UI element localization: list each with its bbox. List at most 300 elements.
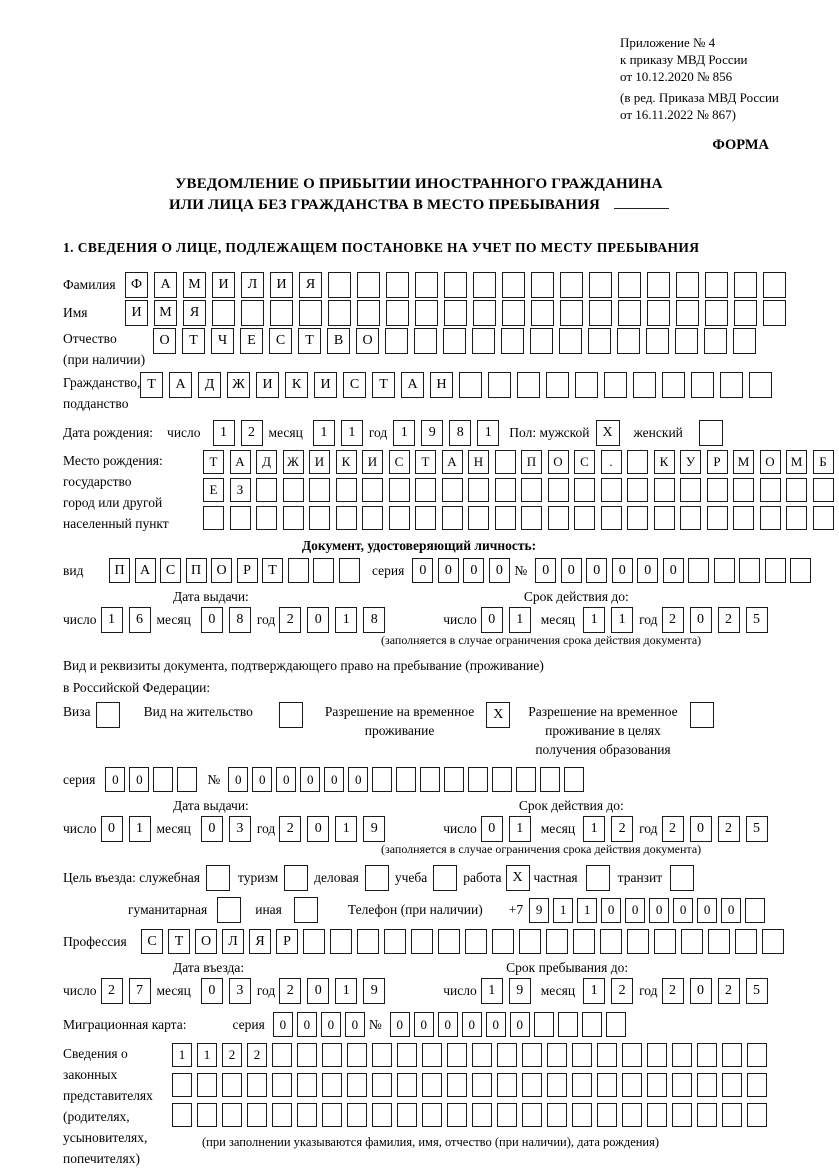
char-cell[interactable]: Т (415, 450, 436, 474)
char-cell[interactable]: И (212, 272, 235, 298)
char-cell[interactable]: 0 (673, 898, 693, 923)
char-cell[interactable] (322, 1073, 342, 1097)
char-cell[interactable] (230, 506, 251, 530)
char-cell[interactable]: 2 (241, 420, 263, 446)
char-cell[interactable] (372, 1073, 392, 1097)
char-cell[interactable]: 0 (586, 558, 607, 583)
char-cell[interactable]: 0 (489, 558, 510, 583)
char-cell[interactable] (459, 372, 482, 398)
char-cell[interactable] (564, 767, 584, 792)
char-cell[interactable]: 0 (637, 558, 658, 583)
char-cell[interactable] (488, 372, 511, 398)
char-cell[interactable]: 1 (583, 816, 605, 842)
char-cell[interactable]: П (186, 558, 207, 583)
rvp-education-checkbox[interactable] (690, 702, 714, 728)
char-cell[interactable] (299, 300, 322, 326)
char-cell[interactable]: 1 (509, 607, 531, 633)
char-cell[interactable]: 1 (583, 607, 605, 633)
char-cell[interactable] (604, 372, 627, 398)
char-cell[interactable] (472, 1103, 492, 1127)
char-cell[interactable] (492, 929, 514, 954)
char-cell[interactable] (675, 328, 698, 354)
char-cell[interactable]: 1 (583, 978, 605, 1004)
char-cell[interactable]: С (141, 929, 163, 954)
char-cell[interactable] (396, 767, 416, 792)
char-cell[interactable]: 0 (390, 1012, 410, 1037)
char-cell[interactable] (589, 300, 612, 326)
char-cell[interactable]: И (256, 372, 279, 398)
char-cell[interactable]: 0 (321, 1012, 341, 1037)
char-cell[interactable]: 0 (438, 558, 459, 583)
char-cell[interactable] (328, 300, 351, 326)
char-cell[interactable] (283, 506, 304, 530)
char-cell[interactable]: 1 (313, 420, 335, 446)
purpose-business-checkbox[interactable] (365, 865, 389, 891)
char-cell[interactable] (680, 506, 701, 530)
char-cell[interactable] (468, 767, 488, 792)
char-cell[interactable]: 0 (481, 607, 503, 633)
char-cell[interactable]: Р (237, 558, 258, 583)
char-cell[interactable]: 0 (510, 1012, 530, 1037)
char-cell[interactable] (734, 300, 757, 326)
char-cell[interactable]: Р (707, 450, 728, 474)
char-cell[interactable]: С (269, 328, 292, 354)
char-cell[interactable] (502, 272, 525, 298)
char-cell[interactable]: 9 (363, 816, 385, 842)
char-cell[interactable] (272, 1043, 292, 1067)
char-cell[interactable] (177, 767, 197, 792)
char-cell[interactable] (384, 929, 406, 954)
char-cell[interactable] (763, 272, 786, 298)
char-cell[interactable]: 7 (129, 978, 151, 1004)
char-cell[interactable] (415, 272, 438, 298)
char-cell[interactable] (415, 300, 438, 326)
char-cell[interactable] (697, 1073, 717, 1097)
char-cell[interactable] (734, 272, 757, 298)
char-cell[interactable]: Т (140, 372, 163, 398)
char-cell[interactable] (222, 1073, 242, 1097)
char-cell[interactable] (560, 272, 583, 298)
char-cell[interactable] (627, 506, 648, 530)
char-cell[interactable]: Е (203, 478, 224, 502)
char-cell[interactable] (672, 1043, 692, 1067)
char-cell[interactable] (572, 1103, 592, 1127)
char-cell[interactable] (519, 929, 541, 954)
char-cell[interactable]: М (786, 450, 807, 474)
char-cell[interactable] (749, 372, 772, 398)
char-cell[interactable]: С (389, 450, 410, 474)
char-cell[interactable]: Д (256, 450, 277, 474)
char-cell[interactable] (495, 478, 516, 502)
char-cell[interactable]: 0 (690, 607, 712, 633)
char-cell[interactable] (309, 506, 330, 530)
char-cell[interactable]: 3 (229, 816, 251, 842)
char-cell[interactable]: 0 (601, 898, 621, 923)
char-cell[interactable]: 1 (335, 607, 357, 633)
char-cell[interactable]: 0 (690, 978, 712, 1004)
char-cell[interactable] (646, 328, 669, 354)
char-cell[interactable] (786, 506, 807, 530)
char-cell[interactable]: 2 (101, 978, 123, 1004)
char-cell[interactable]: К (654, 450, 675, 474)
char-cell[interactable]: Я (183, 300, 206, 326)
char-cell[interactable] (601, 478, 622, 502)
char-cell[interactable] (397, 1103, 417, 1127)
char-cell[interactable] (747, 1043, 767, 1067)
purpose-work-checkbox[interactable]: X (506, 865, 530, 891)
char-cell[interactable] (472, 1043, 492, 1067)
char-cell[interactable]: 0 (307, 816, 329, 842)
char-cell[interactable]: 0 (307, 607, 329, 633)
char-cell[interactable]: 5 (746, 978, 768, 1004)
char-cell[interactable] (328, 272, 351, 298)
char-cell[interactable]: 9 (421, 420, 443, 446)
char-cell[interactable]: 8 (229, 607, 251, 633)
char-cell[interactable]: К (336, 450, 357, 474)
char-cell[interactable] (272, 1103, 292, 1127)
char-cell[interactable]: 0 (414, 1012, 434, 1037)
char-cell[interactable] (442, 478, 463, 502)
char-cell[interactable]: А (230, 450, 251, 474)
char-cell[interactable]: Ч (211, 328, 234, 354)
char-cell[interactable]: 2 (611, 978, 633, 1004)
char-cell[interactable]: 6 (129, 607, 151, 633)
char-cell[interactable] (720, 372, 743, 398)
char-cell[interactable]: М (154, 300, 177, 326)
char-cell[interactable] (385, 328, 408, 354)
char-cell[interactable]: 2 (279, 607, 301, 633)
char-cell[interactable] (622, 1073, 642, 1097)
char-cell[interactable]: 0 (201, 978, 223, 1004)
char-cell[interactable] (522, 1043, 542, 1067)
char-cell[interactable] (546, 372, 569, 398)
char-cell[interactable]: И (314, 372, 337, 398)
char-cell[interactable] (322, 1043, 342, 1067)
char-cell[interactable] (618, 300, 641, 326)
char-cell[interactable]: 2 (662, 607, 684, 633)
char-cell[interactable] (647, 272, 670, 298)
char-cell[interactable] (654, 478, 675, 502)
char-cell[interactable] (297, 1073, 317, 1097)
sex-male-checkbox[interactable]: X (596, 420, 620, 446)
char-cell[interactable] (654, 929, 676, 954)
char-cell[interactable] (422, 1043, 442, 1067)
char-cell[interactable] (444, 767, 464, 792)
char-cell[interactable]: 0 (438, 1012, 458, 1037)
char-cell[interactable]: 0 (412, 558, 433, 583)
char-cell[interactable] (256, 506, 277, 530)
char-cell[interactable] (647, 1043, 667, 1067)
char-cell[interactable] (662, 372, 685, 398)
char-cell[interactable]: Т (298, 328, 321, 354)
char-cell[interactable] (747, 1103, 767, 1127)
char-cell[interactable]: 1 (611, 607, 633, 633)
char-cell[interactable] (760, 506, 781, 530)
char-cell[interactable]: 9 (363, 978, 385, 1004)
char-cell[interactable] (680, 478, 701, 502)
char-cell[interactable] (618, 272, 641, 298)
char-cell[interactable]: Т (262, 558, 283, 583)
char-cell[interactable]: 0 (201, 607, 223, 633)
char-cell[interactable]: 0 (105, 767, 125, 792)
purpose-study-checkbox[interactable] (433, 865, 457, 891)
char-cell[interactable]: Т (182, 328, 205, 354)
char-cell[interactable]: 2 (611, 816, 633, 842)
char-cell[interactable] (297, 1043, 317, 1067)
char-cell[interactable] (442, 506, 463, 530)
char-cell[interactable] (339, 558, 360, 583)
char-cell[interactable] (760, 478, 781, 502)
char-cell[interactable] (386, 272, 409, 298)
char-cell[interactable] (447, 1103, 467, 1127)
char-cell[interactable]: 1 (577, 898, 597, 923)
char-cell[interactable] (547, 1073, 567, 1097)
char-cell[interactable]: А (442, 450, 463, 474)
char-cell[interactable] (497, 1073, 517, 1097)
char-cell[interactable]: Т (203, 450, 224, 474)
char-cell[interactable] (575, 372, 598, 398)
char-cell[interactable] (447, 1043, 467, 1067)
purpose-transit-checkbox[interactable] (670, 865, 694, 891)
char-cell[interactable] (153, 767, 173, 792)
char-cell[interactable]: 0 (297, 1012, 317, 1037)
char-cell[interactable] (647, 300, 670, 326)
char-cell[interactable]: А (401, 372, 424, 398)
char-cell[interactable] (589, 272, 612, 298)
char-cell[interactable]: 0 (612, 558, 633, 583)
char-cell[interactable] (502, 300, 525, 326)
char-cell[interactable] (330, 929, 352, 954)
char-cell[interactable] (313, 558, 334, 583)
char-cell[interactable]: 1 (477, 420, 499, 446)
char-cell[interactable]: И (309, 450, 330, 474)
char-cell[interactable] (622, 1103, 642, 1127)
char-cell[interactable] (547, 1103, 567, 1127)
char-cell[interactable]: 0 (481, 816, 503, 842)
char-cell[interactable]: 0 (324, 767, 344, 792)
char-cell[interactable] (654, 506, 675, 530)
char-cell[interactable] (572, 1073, 592, 1097)
char-cell[interactable] (389, 506, 410, 530)
char-cell[interactable] (559, 328, 582, 354)
char-cell[interactable] (270, 300, 293, 326)
char-cell[interactable]: 5 (746, 607, 768, 633)
char-cell[interactable] (672, 1073, 692, 1097)
char-cell[interactable]: 0 (690, 816, 712, 842)
char-cell[interactable] (739, 558, 760, 583)
char-cell[interactable] (397, 1073, 417, 1097)
char-cell[interactable]: О (356, 328, 379, 354)
rvp-checkbox[interactable]: X (486, 702, 510, 728)
char-cell[interactable]: И (362, 450, 383, 474)
char-cell[interactable]: 0 (276, 767, 296, 792)
char-cell[interactable]: Т (168, 929, 190, 954)
char-cell[interactable] (763, 300, 786, 326)
char-cell[interactable] (573, 929, 595, 954)
residence-permit-checkbox[interactable] (279, 702, 303, 728)
char-cell[interactable]: Я (299, 272, 322, 298)
char-cell[interactable]: П (521, 450, 542, 474)
char-cell[interactable]: С (343, 372, 366, 398)
char-cell[interactable]: 0 (228, 767, 248, 792)
char-cell[interactable] (722, 1043, 742, 1067)
char-cell[interactable]: О (548, 450, 569, 474)
purpose-other-checkbox[interactable] (294, 897, 318, 923)
char-cell[interactable]: А (154, 272, 177, 298)
char-cell[interactable]: А (135, 558, 156, 583)
char-cell[interactable] (574, 506, 595, 530)
char-cell[interactable] (347, 1103, 367, 1127)
char-cell[interactable]: О (760, 450, 781, 474)
char-cell[interactable] (708, 929, 730, 954)
char-cell[interactable]: У (680, 450, 701, 474)
char-cell[interactable]: Ф (125, 272, 148, 298)
char-cell[interactable] (765, 558, 786, 583)
char-cell[interactable]: 0 (486, 1012, 506, 1037)
char-cell[interactable] (468, 478, 489, 502)
char-cell[interactable] (465, 929, 487, 954)
char-cell[interactable] (420, 767, 440, 792)
char-cell[interactable]: В (327, 328, 350, 354)
char-cell[interactable]: М (183, 272, 206, 298)
char-cell[interactable] (415, 478, 436, 502)
char-cell[interactable]: О (211, 558, 232, 583)
char-cell[interactable]: 0 (697, 898, 717, 923)
char-cell[interactable] (497, 1103, 517, 1127)
char-cell[interactable] (241, 300, 264, 326)
char-cell[interactable] (733, 478, 754, 502)
char-cell[interactable]: Ж (283, 450, 304, 474)
char-cell[interactable] (733, 506, 754, 530)
char-cell[interactable] (372, 1103, 392, 1127)
char-cell[interactable]: 9 (529, 898, 549, 923)
char-cell[interactable] (574, 478, 595, 502)
char-cell[interactable]: 0 (663, 558, 684, 583)
char-cell[interactable]: 0 (201, 816, 223, 842)
char-cell[interactable] (790, 558, 811, 583)
char-cell[interactable]: 0 (129, 767, 149, 792)
char-cell[interactable] (495, 506, 516, 530)
char-cell[interactable] (745, 898, 765, 923)
char-cell[interactable]: Н (430, 372, 453, 398)
char-cell[interactable]: Р (276, 929, 298, 954)
char-cell[interactable] (372, 1043, 392, 1067)
char-cell[interactable] (443, 328, 466, 354)
char-cell[interactable] (297, 1103, 317, 1127)
char-cell[interactable] (492, 767, 512, 792)
char-cell[interactable]: Н (468, 450, 489, 474)
char-cell[interactable]: 0 (252, 767, 272, 792)
char-cell[interactable]: 0 (348, 767, 368, 792)
char-cell[interactable] (540, 767, 560, 792)
char-cell[interactable] (531, 300, 554, 326)
char-cell[interactable] (733, 328, 756, 354)
char-cell[interactable] (203, 506, 224, 530)
char-cell[interactable] (681, 929, 703, 954)
char-cell[interactable] (172, 1103, 192, 1127)
char-cell[interactable] (548, 478, 569, 502)
char-cell[interactable] (309, 478, 330, 502)
char-cell[interactable] (617, 328, 640, 354)
char-cell[interactable] (501, 328, 524, 354)
char-cell[interactable]: 2 (279, 816, 301, 842)
char-cell[interactable] (622, 1043, 642, 1067)
char-cell[interactable]: 1 (481, 978, 503, 1004)
char-cell[interactable] (714, 558, 735, 583)
char-cell[interactable]: 9 (509, 978, 531, 1004)
char-cell[interactable] (597, 1043, 617, 1067)
char-cell[interactable]: . (601, 450, 622, 474)
char-cell[interactable] (786, 478, 807, 502)
char-cell[interactable] (762, 929, 784, 954)
char-cell[interactable] (572, 1043, 592, 1067)
visa-checkbox[interactable] (96, 702, 120, 728)
char-cell[interactable] (422, 1073, 442, 1097)
char-cell[interactable] (336, 506, 357, 530)
char-cell[interactable]: 0 (561, 558, 582, 583)
char-cell[interactable]: 1 (335, 816, 357, 842)
char-cell[interactable] (548, 506, 569, 530)
char-cell[interactable] (197, 1073, 217, 1097)
char-cell[interactable] (647, 1073, 667, 1097)
char-cell[interactable] (704, 328, 727, 354)
char-cell[interactable] (627, 478, 648, 502)
char-cell[interactable]: П (109, 558, 130, 583)
char-cell[interactable] (606, 1012, 626, 1037)
char-cell[interactable] (597, 1103, 617, 1127)
char-cell[interactable]: 1 (341, 420, 363, 446)
char-cell[interactable] (531, 272, 554, 298)
char-cell[interactable]: 2 (222, 1043, 242, 1067)
char-cell[interactable] (372, 767, 392, 792)
char-cell[interactable] (357, 300, 380, 326)
char-cell[interactable]: 0 (101, 816, 123, 842)
char-cell[interactable] (497, 1043, 517, 1067)
char-cell[interactable]: И (270, 272, 293, 298)
char-cell[interactable]: 1 (197, 1043, 217, 1067)
char-cell[interactable] (705, 272, 728, 298)
char-cell[interactable] (468, 506, 489, 530)
char-cell[interactable]: К (285, 372, 308, 398)
char-cell[interactable]: Б (813, 450, 834, 474)
char-cell[interactable] (172, 1073, 192, 1097)
char-cell[interactable] (691, 372, 714, 398)
char-cell[interactable] (521, 506, 542, 530)
char-cell[interactable]: 2 (718, 978, 740, 1004)
char-cell[interactable] (212, 300, 235, 326)
char-cell[interactable] (813, 478, 834, 502)
char-cell[interactable]: 2 (279, 978, 301, 1004)
char-cell[interactable]: Т (372, 372, 395, 398)
char-cell[interactable] (347, 1073, 367, 1097)
char-cell[interactable] (397, 1043, 417, 1067)
char-cell[interactable] (322, 1103, 342, 1127)
char-cell[interactable] (303, 929, 325, 954)
char-cell[interactable]: 1 (129, 816, 151, 842)
char-cell[interactable] (472, 1073, 492, 1097)
char-cell[interactable] (247, 1073, 267, 1097)
char-cell[interactable]: Л (222, 929, 244, 954)
char-cell[interactable] (582, 1012, 602, 1037)
char-cell[interactable] (722, 1073, 742, 1097)
char-cell[interactable]: О (153, 328, 176, 354)
char-cell[interactable]: 1 (393, 420, 415, 446)
char-cell[interactable] (347, 1043, 367, 1067)
char-cell[interactable] (272, 1073, 292, 1097)
char-cell[interactable]: 0 (345, 1012, 365, 1037)
char-cell[interactable] (438, 929, 460, 954)
sex-female-checkbox[interactable] (699, 420, 723, 446)
